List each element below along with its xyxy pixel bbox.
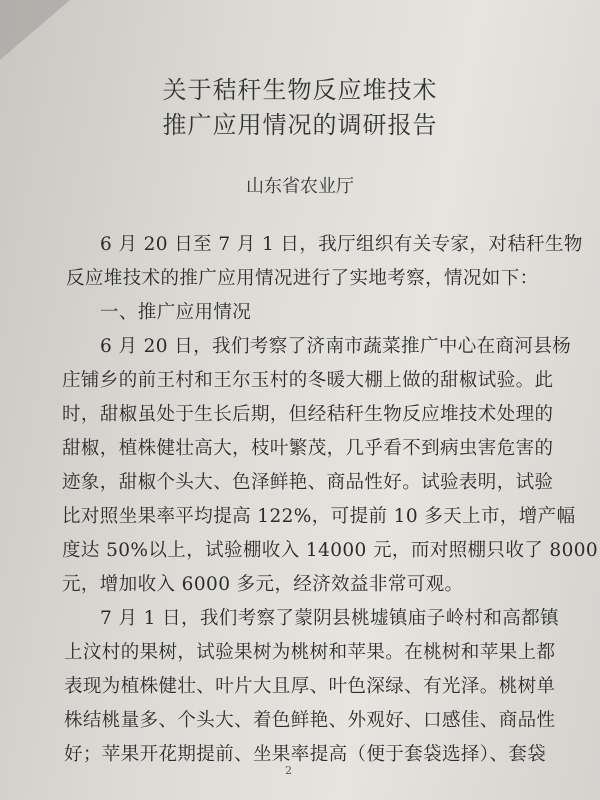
body-line: 6 月 20 日至 7 月 1 日，我厅组织有关专家，对秸秆生物: [100, 234, 583, 255]
body-line: 好；苹果开花期提前、坐果率提高（便于套袋选择）、套袋: [64, 744, 547, 765]
page-number: 2: [285, 764, 292, 777]
body-line: 株结桃量多、个头大、着色鲜艳、外观好、口感佳、商品性: [64, 710, 556, 731]
body-line: 反应堆技术的推广应用情况进行了实地考察，情况如下：: [66, 268, 539, 289]
body-line: 上汶村的果树，试验果树为桃树和苹果。在桃树和苹果上都: [64, 642, 556, 663]
body-line: 7 月 1 日，我们考察了蒙阴县桃墟镇庙子岭村和高都镇: [100, 608, 559, 629]
issuing-department: 山东省农业厅: [246, 176, 354, 197]
body-line: 甜椒，植株健壮高大，枝叶繁茂，几乎看不到病虫害危害的: [62, 438, 554, 459]
body-line: 迹象，甜椒个头大、色泽鲜艳、商品性好。试验表明，试验: [62, 472, 554, 493]
body-line: 元，增加收入 6000 多元，经济效益非常可观。: [62, 574, 464, 595]
folded-corner-shadow: [0, 0, 70, 60]
report-title-line-1: 关于秸秆生物反应堆技术: [162, 76, 438, 104]
report-title-line-2: 推广应用情况的调研报告: [162, 111, 438, 139]
body-line: 表现为植株健壮、叶片大且厚、叶色深绿、有光泽。桃树单: [64, 676, 556, 697]
body-line: 6 月 20 日，我们考察了济南市蔬菜推广中心在商河县杨: [100, 336, 572, 357]
body-line: 度达 50%以上，试验棚收入 14000 元，而对照棚只收了 8000: [62, 540, 599, 561]
body-line: 比对照坐果率平均提高 122%，可提前 10 多天上市，增产幅: [62, 506, 576, 527]
body-line: 时，甜椒虽处于生长后期，但经秸秆生物反应堆技术处理的: [62, 404, 554, 425]
section-heading: 一、推广应用情况: [100, 302, 252, 323]
body-line: 庄铺乡的前王村和王尔玉村的冬暖大棚上做的甜椒试验。此: [62, 370, 554, 391]
